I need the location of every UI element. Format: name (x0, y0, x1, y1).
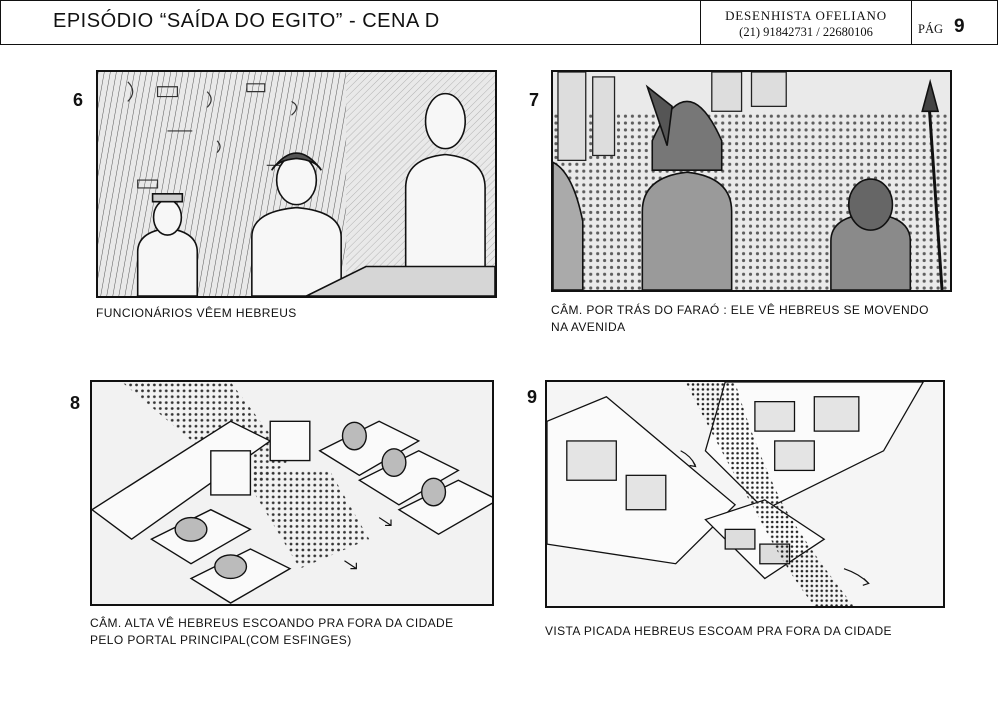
caption-line: NA AVENIDA (551, 320, 626, 334)
panel-number: 9 (527, 387, 538, 407)
page-number: 9 (954, 16, 965, 37)
panel-number: 8 (70, 393, 81, 413)
caption-line: PELO PORTAL PRINCIPAL(COM ESFINGES) (90, 633, 352, 647)
artist-info (700, 1, 911, 44)
panel-caption (96, 305, 297, 322)
panel-drawing (551, 70, 952, 292)
sketch-sphinx-gate-illustration (92, 382, 492, 604)
page-info (911, 1, 997, 44)
caption-line: VISTA PICADA HEBREUS ESCOAM PRA FORA DA CIDADE (545, 624, 892, 638)
caption-line: FUNCIONÁRIOS VÊEM HEBREUS (96, 306, 297, 320)
panel-drawing (545, 380, 945, 608)
panel-caption (90, 615, 454, 649)
panel-caption (545, 623, 892, 640)
panel-caption (551, 302, 929, 336)
episode-title: EPISÓDIO “SAÍDA DO EGITO” - CENA D (53, 10, 440, 32)
page-header (0, 0, 998, 45)
panel-drawing (90, 380, 494, 606)
caption-line: CÂM. POR TRÁS DO FARAÓ : ELE VÊ HEBREUS SE MOVENDO (551, 303, 929, 317)
artist-name: DESENHISTA OFELIANO (725, 8, 887, 23)
caption-line: CÂM. ALTA VÊ HEBREUS ESCOANDO PRA FORA DA CIDADE (90, 616, 454, 630)
panel-number: 7 (529, 90, 540, 110)
page-label: PÁG (918, 22, 944, 36)
sketch-officials-illustration (98, 72, 495, 296)
panel-drawing (96, 70, 497, 298)
artist-phone: (21) 91842731 / 22680106 (739, 25, 873, 39)
sketch-pharaoh-view-illustration (553, 72, 950, 290)
panel-number: 6 (73, 90, 84, 110)
sketch-aerial-city-illustration (547, 382, 943, 606)
